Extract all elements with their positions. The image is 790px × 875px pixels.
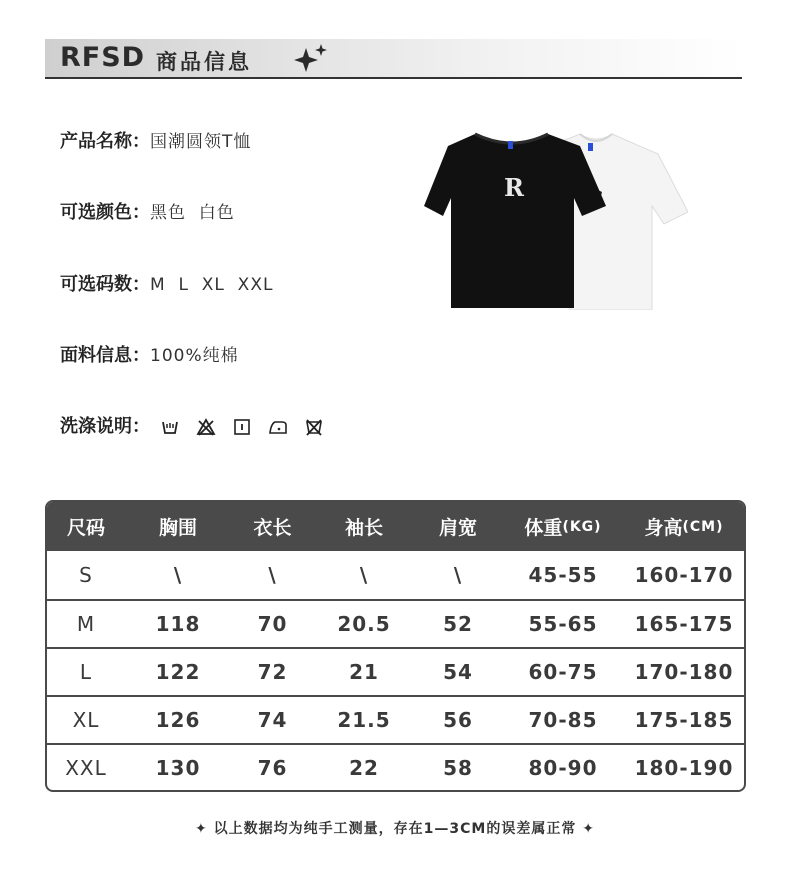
brand-tag <box>508 141 513 149</box>
no-dry-clean-icon <box>304 418 324 436</box>
table-cell: M <box>76 612 96 636</box>
table-row <box>47 695 744 743</box>
table-cell: 175-185 <box>634 708 734 732</box>
table-cell: 70 <box>257 612 288 636</box>
table-cell: 76 <box>257 756 288 780</box>
header-cell: 胸围 <box>158 517 197 539</box>
table-cell: 54 <box>443 660 473 684</box>
no-bleach-icon <box>196 418 216 436</box>
table-cell: 122 <box>155 660 201 684</box>
header-cell: 衣长 <box>253 517 292 539</box>
info-value: 黑色 白色 <box>150 203 235 223</box>
sparkle-icon <box>292 42 330 76</box>
table-cell: 70-85 <box>528 708 598 732</box>
product-image <box>420 128 688 310</box>
shirt-logo: R <box>504 173 524 202</box>
table-cell: S <box>79 563 93 587</box>
table-body <box>47 551 744 791</box>
info-label: 产品名称： <box>60 131 150 152</box>
info-label: 可选码数： <box>60 274 150 295</box>
table-cell: 74 <box>257 708 288 732</box>
header-cell: 肩宽 <box>438 517 477 539</box>
table-cell: 170-180 <box>634 660 734 684</box>
info-label: 洗涤说明： <box>60 416 150 437</box>
table-cell: 118 <box>155 612 201 636</box>
table-cell: \ <box>268 563 277 587</box>
table-cell: 21 <box>349 660 379 684</box>
table-cell: 130 <box>155 756 201 780</box>
table-cell: 55-65 <box>528 612 598 636</box>
header-cell: 体重 (KG) <box>524 517 602 539</box>
header-cell: 尺码 <box>66 517 105 539</box>
table-cell: XXL <box>65 756 107 780</box>
info-value: 国潮圆领T恤 <box>150 132 252 152</box>
info-row-product-name <box>60 129 251 155</box>
table-cell: 20.5 <box>337 612 391 636</box>
table-cell: 60-75 <box>528 660 598 684</box>
info-row-fabric <box>60 343 239 369</box>
info-row-colors <box>60 200 235 226</box>
table-row <box>47 599 744 647</box>
table-cell: 56 <box>443 708 473 732</box>
tumble-dry-icon <box>232 418 252 436</box>
info-value: M L XL XXL <box>150 275 274 295</box>
info-value: 100%纯棉 <box>150 346 239 366</box>
hand-wash-icon <box>160 418 180 436</box>
size-table <box>45 500 746 792</box>
table-cell: 126 <box>155 708 201 732</box>
table-cell: 58 <box>443 756 473 780</box>
table-cell: \ <box>173 563 183 587</box>
table-row <box>47 647 744 695</box>
table-cell: 160-170 <box>634 563 734 587</box>
header-cell: 身高 (CM) <box>644 517 724 539</box>
header-cell: 袖长 <box>344 517 383 539</box>
table-cell: L <box>79 660 93 684</box>
table-cell: 21.5 <box>337 708 391 732</box>
table-row <box>47 551 744 599</box>
info-row-sizes <box>60 272 273 298</box>
iron-icon <box>268 418 288 436</box>
table-row <box>47 743 744 791</box>
table-cell: 52 <box>443 612 473 636</box>
info-label: 可选颜色： <box>60 202 150 223</box>
section-title: 商品信息 <box>156 50 252 74</box>
table-cell: 180-190 <box>634 756 734 780</box>
care-icons <box>160 418 324 436</box>
table-cell: 165-175 <box>634 612 734 636</box>
brand-tag <box>588 143 593 151</box>
measurement-note: ✦ 以上数据均为纯手工测量，存在1—3CM的误差属正常 ✦ <box>195 821 595 837</box>
table-cell: \ <box>453 563 463 587</box>
table-cell: 45-55 <box>528 563 598 587</box>
table-header <box>47 502 744 551</box>
info-row-care <box>60 414 324 440</box>
table-cell: \ <box>359 563 369 587</box>
info-label: 面料信息： <box>60 345 150 366</box>
table-cell: 22 <box>349 756 379 780</box>
brand-logo: RFSD <box>60 42 146 73</box>
table-cell: 72 <box>257 660 288 684</box>
table-cell: 80-90 <box>528 756 598 780</box>
header-banner <box>45 39 742 79</box>
table-cell: XL <box>72 708 100 732</box>
